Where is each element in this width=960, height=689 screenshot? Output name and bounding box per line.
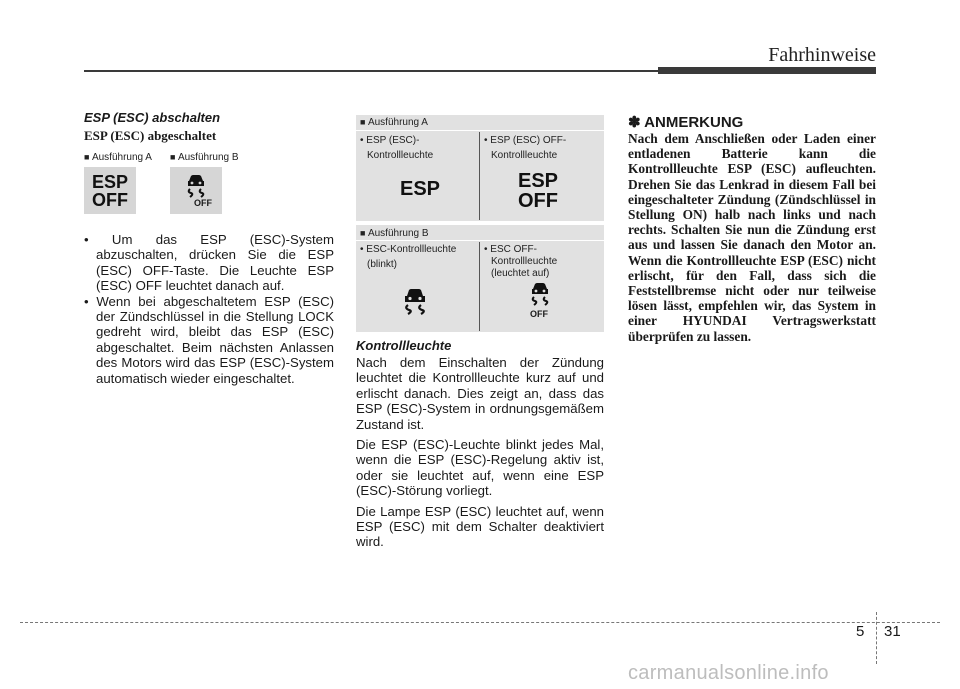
- esc-off-light-text: OFF: [530, 309, 548, 319]
- header-rule-thin: [84, 70, 658, 72]
- esp-off-line2: OFF: [92, 189, 128, 210]
- caption-line: Kontrollleuchte: [367, 150, 434, 161]
- panel-b-label: ■ Ausführung B: [360, 228, 429, 239]
- panel-a-divider-v: [479, 132, 480, 220]
- paragraph: Die ESP (ESC)-Leuchte blinkt jedes Mal, wenn die ESP (ESC)-Regelung aktiv ist, oder sie leuchtet auf, wenn eine ESP (ESC)-Störung vorliegt.: [356, 437, 604, 499]
- bullet-item: • Wenn bei abgeschaltetem ESP (ESC) der Zündschlüssel in die Stellung LOCK gedreht wird, bleibt das ESP (ESC) abgeschaltet. Beim nächsten Anlassen des Motors wird das ESP (ESC)-System automatisch wieder eingeschaltet.: [84, 294, 334, 386]
- esc-off-switch-icon: [170, 167, 222, 214]
- panel-b-divider-h: [356, 240, 604, 241]
- esp-warning-light-icon: ESP: [399, 178, 441, 200]
- bullet-item: • Um das ESP (ESC)-System abzuschalten, drücken Sie die ESP (ESC) OFF-Taste. Die Leuchte ESP (ESC) OFF leuchtet danach auf.: [84, 232, 334, 294]
- caption-line: (leuchtet auf): [491, 268, 550, 279]
- heading-esp-abschalten: ESP (ESC) abschalten: [84, 110, 221, 125]
- panel-a-left-caption: [360, 135, 433, 162]
- esc-off-warning-light-icon: [525, 281, 555, 307]
- note-heading: ✽ ANMERKUNG: [628, 114, 744, 131]
- icon-line: OFF: [518, 190, 558, 212]
- section-title: Fahrhinweise: [768, 44, 876, 66]
- caption-line: • ESC-Kontrollleuchte: [360, 244, 457, 255]
- panel-a-divider-h: [356, 130, 604, 131]
- kontrollleuchte-body: [356, 355, 604, 555]
- panel-b-left-caption: [360, 244, 456, 271]
- caption-line: (blinkt): [367, 259, 398, 270]
- caption-line: Kontrollleuchte: [491, 150, 558, 161]
- kontrollleuchte-heading: Kontrollleuchte: [356, 338, 452, 353]
- panel-b-divider-v: [479, 242, 480, 331]
- figure-panel-variant-b: [356, 225, 604, 332]
- esc-warning-light-icon: [398, 286, 432, 316]
- panel-b-right-caption: [484, 244, 557, 280]
- caption-line: • ESP (ESC) OFF-: [484, 135, 567, 146]
- panel-a-label: ■ Ausführung A: [360, 117, 428, 128]
- watermark: carmanualsonline.info: [628, 662, 829, 684]
- caption-line: • ESC OFF-: [484, 244, 537, 255]
- header-rule-thick: [658, 67, 876, 74]
- caption-line: Kontrollleuchte: [491, 256, 558, 267]
- esc-off-switch-off-text: OFF: [194, 198, 212, 208]
- chapter-number: 5: [856, 623, 865, 640]
- paragraph: Die Lampe ESP (ESC) leuchtet auf, wenn ESP (ESC) mit dem Schalter deaktiviert wird.: [356, 503, 604, 550]
- icon-line: ESP: [517, 170, 559, 192]
- bullet-list: [84, 232, 334, 386]
- footer-dashed-divider: [876, 612, 877, 664]
- paragraph: Nach dem Einschalten der Zündung leuchtet die Kontrollleuchte kurz auf und erlischt danach. Dies zeigt an, dass das ESP (ESC)-System in ordnungsgemäßem Zustand ist.: [356, 355, 604, 432]
- note-body: Nach dem Anschließen oder Laden einer entladenen Batterie kann die Kontrollleuchte ESP (ESC) aufleuchten. Drehen Sie das Lenkrad in diesem Fall bei eingeschalteter Zündung (Zündschlüssel in Stellung ON) halb nach links und nach rechts. Schalten Sie nun die Zündung erst aus und lassen Sie danach den Motor an. Wenn die Kontrollleuchte ESP (ESC) nicht erlischt, für den Fall, dass sich die Feststellbremse nicht oder nur teilweise lösen lässt, empfehlen wir, das System in einer HYUNDAI Vertragswerkstatt überprüfen zu lassen.: [628, 131, 876, 344]
- esp-off-line1: ESP: [91, 171, 129, 192]
- esp-off-switch-icon: [84, 167, 136, 214]
- skidding-car-icon: [181, 173, 211, 199]
- page-number: 31: [884, 623, 901, 640]
- panel-a-right-caption: [484, 135, 566, 162]
- esp-off-warning-light-icon: [514, 171, 562, 211]
- variant-b-label: ■ Ausführung B: [170, 152, 239, 163]
- footer-dashed-rule: [20, 622, 940, 623]
- caption-line: • ESP (ESC)-: [360, 135, 420, 146]
- heading-esp-abgeschaltet: ESP (ESC) abgeschaltet: [84, 128, 217, 143]
- variant-a-label: ■ Ausführung A: [84, 152, 152, 163]
